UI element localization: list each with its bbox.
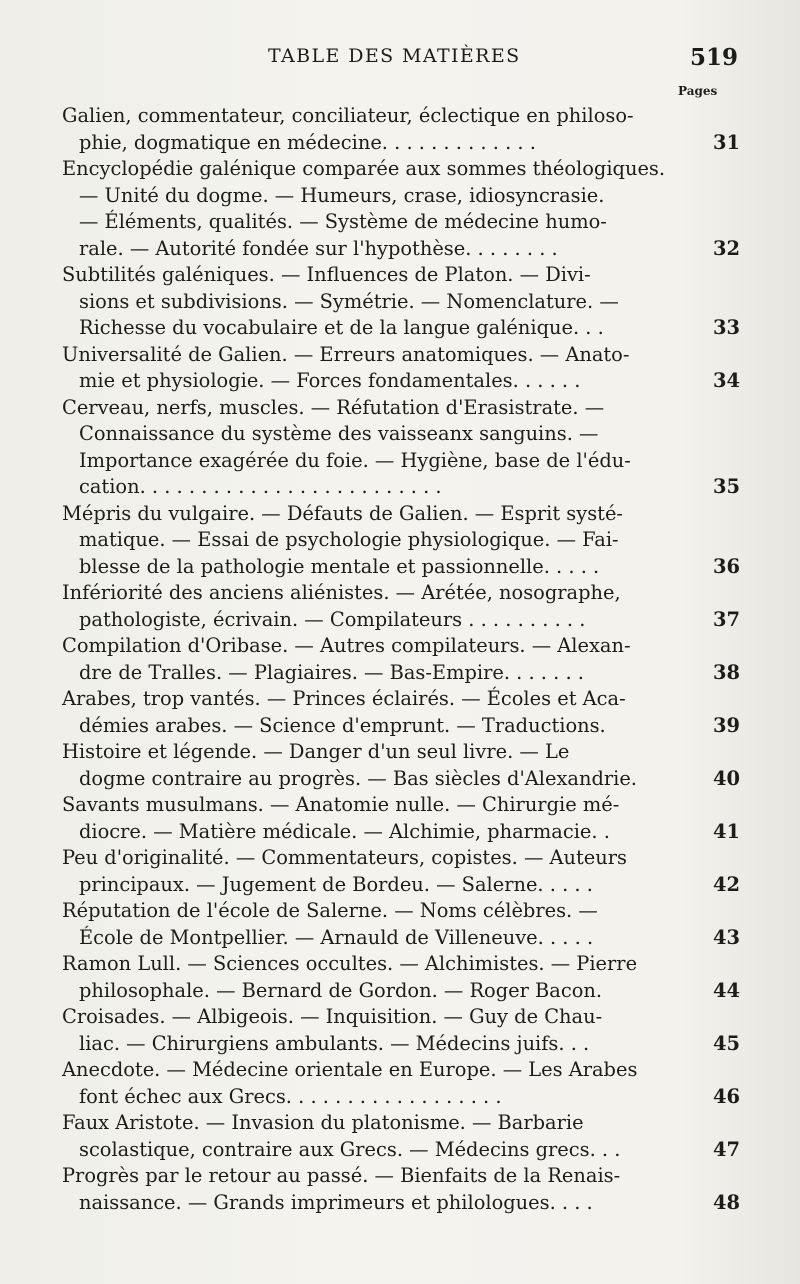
table-of-contents <box>62 103 740 1216</box>
toc-entry <box>62 103 740 156</box>
toc-entry-line: font échec aux Grecs. . . . . . . . . . . . . . . . . . <box>79 1084 502 1108</box>
toc-entry-line: Faux Aristote. — Invasion du platonisme. — Barbarie <box>62 1111 584 1134</box>
toc-page-ref: 33 <box>713 316 740 339</box>
toc-page-ref: 45 <box>713 1031 740 1055</box>
toc-entry <box>62 633 740 686</box>
toc-entry-line: Histoire et légende. — Danger d'un seul livre. — Le <box>62 740 570 763</box>
toc-page-ref: 39 <box>713 713 740 737</box>
pages-column-label: Pages <box>678 84 718 98</box>
toc-entry-line: Mépris du vulgaire. — Défauts de Galien. — Esprit systé- <box>62 501 623 525</box>
toc-entry-line: Savants musulmans. — Anatomie nulle. — Chirurgie mé- <box>62 793 620 816</box>
toc-entry-line: Encyclopédie galénique comparée aux sommes théologiques. <box>62 157 666 180</box>
toc-page-ref: 43 <box>713 925 740 949</box>
toc-entry <box>62 951 740 1004</box>
toc-entry-line: phie, dogmatique en médecine. . . . . . . . . . . . . <box>79 130 536 154</box>
toc-entry <box>62 342 740 395</box>
toc-entry <box>62 580 740 633</box>
toc-entry-line: liac. — Chirurgiens ambulants. — Médecins juifs. . . <box>79 1031 590 1055</box>
toc-entry-line: Galien, commentateur, conciliateur, éclectique en philoso- <box>62 104 634 127</box>
toc-entry-line: cation. . . . . . . . . . . . . . . . . . . . . . . . . <box>79 475 442 498</box>
page-number: 519 <box>690 44 739 71</box>
toc-page-ref: 32 <box>713 236 740 260</box>
toc-page-ref: 44 <box>713 978 740 1002</box>
toc-entry <box>62 156 740 262</box>
toc-page-ref: 38 <box>713 660 740 684</box>
toc-page-ref: 47 <box>713 1137 740 1161</box>
toc-page-ref: 46 <box>713 1084 740 1108</box>
toc-page-ref: 31 <box>713 130 740 154</box>
toc-entry-line: sions et subdivisions. — Symétrie. — Nomenclature. — <box>79 289 619 313</box>
toc-entry-line: Progrès par le retour au passé. — Bienfaits de la Renais- <box>62 1164 621 1187</box>
toc-entry-line: — Éléments, qualités. — Système de médecine humo- <box>79 210 607 233</box>
toc-page-ref: 42 <box>713 872 740 896</box>
toc-entry-line: principaux. — Jugement de Bordeu. — Salerne. . . . . <box>79 872 593 896</box>
toc-entry-line: Compilation d'Oribase. — Autres compilateurs. — Alexan- <box>62 634 631 657</box>
toc-entry <box>62 686 740 739</box>
toc-page-ref: 48 <box>713 1190 740 1214</box>
toc-page-ref: 41 <box>713 819 740 843</box>
toc-page-ref: 34 <box>713 369 740 392</box>
toc-entry-line: mie et physiologie. — Forces fondamentales. . . . . . <box>79 369 581 392</box>
toc-entry-line: rale. — Autorité fondée sur l'hypothèse. . . . . . . . <box>79 236 558 260</box>
toc-entry-line: dogme contraire au progrès. — Bas siècles d'Alexandrie. <box>79 766 637 790</box>
toc-page-ref: 36 <box>713 554 740 578</box>
toc-entry-line: naissance. — Grands imprimeurs et philologues. . . . <box>79 1190 593 1214</box>
toc-entry-line: Importance exagérée du foie. — Hygiène, base de l'édu- <box>79 448 631 472</box>
toc-entry-line: — Unité du dogme. — Humeurs, crase, idiosyncrasie. <box>79 183 605 207</box>
toc-entry <box>62 739 740 792</box>
toc-page-ref: 37 <box>713 607 740 631</box>
toc-entry-line: Ramon Lull. — Sciences occultes. — Alchimistes. — Pierre <box>62 952 638 975</box>
toc-entry <box>62 1057 740 1110</box>
toc-entry <box>62 262 740 342</box>
toc-entry-line: Universalité de Galien. — Erreurs anatomiques. — Anato- <box>62 342 630 366</box>
toc-entry-line: Anecdote. — Médecine orientale en Europe. — Les Arabes <box>62 1058 638 1081</box>
toc-entry <box>62 792 740 845</box>
toc-entry-line: Croisades. — Albigeois. — Inquisition. — Guy de Chau- <box>62 1005 603 1028</box>
toc-entry-line: dre de Tralles. — Plagiaires. — Bas-Empire. . . . . . . <box>79 660 584 684</box>
toc-entry-line: matique. — Essai de psychologie physiologique. — Fai- <box>79 528 619 551</box>
toc-entry-line: Cerveau, nerfs, muscles. — Réfutation d'Erasistrate. — <box>62 395 605 419</box>
toc-entry-line: diocre. — Matière médicale. — Alchimie, pharmacie. . <box>79 819 610 843</box>
toc-entry <box>62 845 740 898</box>
toc-page-ref: 40 <box>713 766 740 790</box>
toc-entry-line: scolastique, contraire aux Grecs. — Médecins grecs. . . <box>79 1137 621 1161</box>
toc-entry <box>62 1004 740 1057</box>
toc-entry <box>62 1110 740 1163</box>
toc-entry-line: blesse de la pathologie mentale et passionnelle. . . . . <box>79 554 600 578</box>
toc-entry-line: philosophale. — Bernard de Gordon. — Roger Bacon. <box>79 978 603 1002</box>
running-header-title: TABLE DES MATIÈRES <box>268 45 521 67</box>
toc-entry-line: pathologiste, écrivain. — Compilateurs . . . . . . . . . . <box>79 607 586 631</box>
toc-entry <box>62 898 740 951</box>
toc-entry-line: Arabes, trop vantés. — Princes éclairés. — Écoles et Aca- <box>62 687 626 710</box>
toc-entry-line: École de Montpellier. — Arnauld de Villeneuve. . . . . <box>79 925 594 949</box>
toc-entry-line: Peu d'originalité. — Commentateurs, copistes. — Auteurs <box>62 846 627 869</box>
toc-entry <box>62 501 740 581</box>
toc-page-ref: 35 <box>713 475 740 498</box>
toc-entry-line: Richesse du vocabulaire et de la langue galénique. . . <box>79 316 604 339</box>
toc-entry-line: Infériorité des anciens aliénistes. — Arétée, nosographe, <box>62 581 621 604</box>
toc-entry-line: Subtilités galéniques. — Influences de Platon. — Divi- <box>62 263 591 286</box>
toc-entry <box>62 1163 740 1216</box>
toc-entry-line: Réputation de l'école de Salerne. — Noms célèbres. — <box>62 899 598 922</box>
toc-entry-line: démies arabes. — Science d'emprunt. — Traductions. <box>79 713 606 737</box>
toc-entry-line: Connaissance du système des vaisseanx sanguins. — <box>79 422 599 445</box>
toc-entry <box>62 395 740 501</box>
